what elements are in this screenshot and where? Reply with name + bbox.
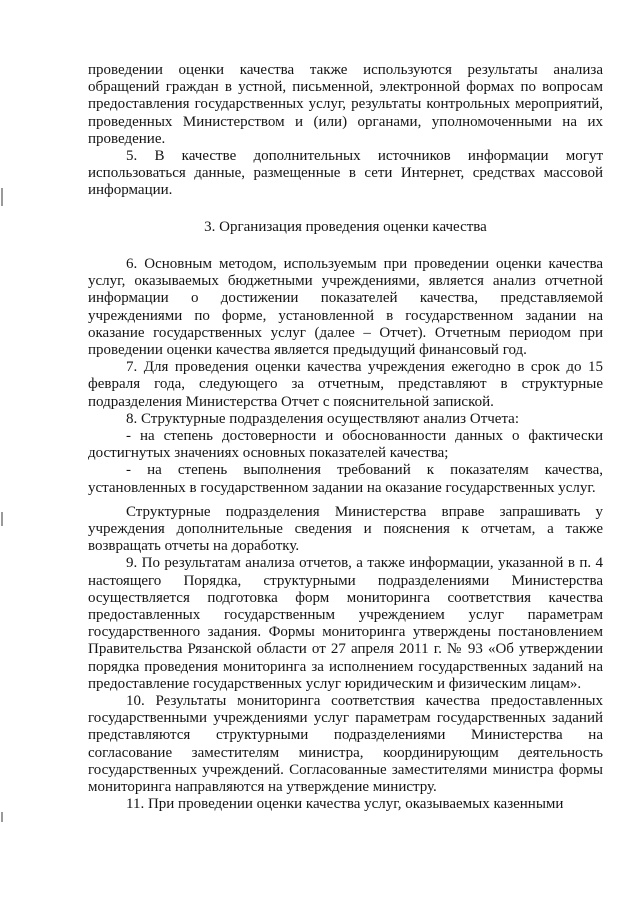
- scan-edge-mark: [1, 812, 3, 822]
- section-text: [88, 256, 603, 814]
- paragraph-9: 9. По результатам анализа отчетов, а также информации, указанной в п. 4 настоящего Порядка, структурными подразделениями Министерства осуществляется подготовка форм мониторинга соответствия качества предоставленных государственным учреждением услуг параметрам государственного задания. Формы мониторинга утверждены постановлением Правительства Рязанской области от 27 апреля 2011 г. № 93 «Об утверждении порядка проведения мониторинга за исполнением государственных заданий на предоставление государственных услуг юридическим и физическим лицам».: [88, 555, 603, 692]
- paragraph-8-note: Структурные подразделения Министерства вправе запрашивать у учреждения дополнительные сведения и пояснения к отчетам, а также возвращать отчеты на доработку.: [88, 503, 603, 555]
- paragraph-8-item-1: - на степень достоверности и обоснованности данных о фактически достигнутых значениях основных показателей качества;: [88, 428, 603, 462]
- paragraph-7: 7. Для проведения оценки качества учреждения ежегодно в срок до 15 февраля года, следующего за отчетным, представляют в структурные подразделения Министерства Отчет с пояснительной запиской.: [88, 359, 603, 410]
- paragraph-continuation: проведении оценки качества также используются результаты анализа обращений граждан в устной, письменной, электронной формах по вопросам предоставления государственных услуг, результаты контрольных мероприятий, проведенных Министерством и (или) органами, уполномоченными на их проведение.: [88, 62, 603, 147]
- paragraph-5: 5. В качестве дополнительных источников информации могут использоваться данные, размещенные в сети Интернет, средствах массовой информации.: [88, 148, 603, 199]
- paragraph-6: 6. Основным методом, используемым при проведении оценки качества услуг, оказываемых бюджетными учреждениями, является анализ отчетной информации о достижении показателей качества, представляемой учреждениями по форме, установленной в государственном задании на оказание государственных услуг (далее – Отчет). Отчетным периодом при проведении оценки качества является предыдущий финансовый год.: [88, 256, 603, 359]
- paragraph-8-item-2: - на степень выполнения требований к показателям качества, установленных в государственном задании на оказание государственных услуг.: [88, 462, 603, 496]
- paragraph-8: 8. Структурные подразделения осуществляют анализ Отчета:: [126, 410, 520, 427]
- paragraph-10: 10. Результаты мониторинга соответствия качества предоставленных государственными учреждениями услуг параметрам государственных заданий представляются структурными подразделениями Министерства на согласование заместителям министра, координирующим деятельность государственных учреждений. Согласованные заместителями министра формы мониторинга направляются на утверждение министру.: [88, 693, 603, 796]
- scan-edge-mark: [1, 512, 3, 526]
- scan-edge-mark: [1, 188, 3, 206]
- paragraph-11: 11. При проведении оценки качества услуг, оказываемых казенными: [126, 796, 564, 813]
- intro-text: [88, 62, 603, 200]
- section-heading: 3. Организация проведения оценки качества: [204, 219, 487, 235]
